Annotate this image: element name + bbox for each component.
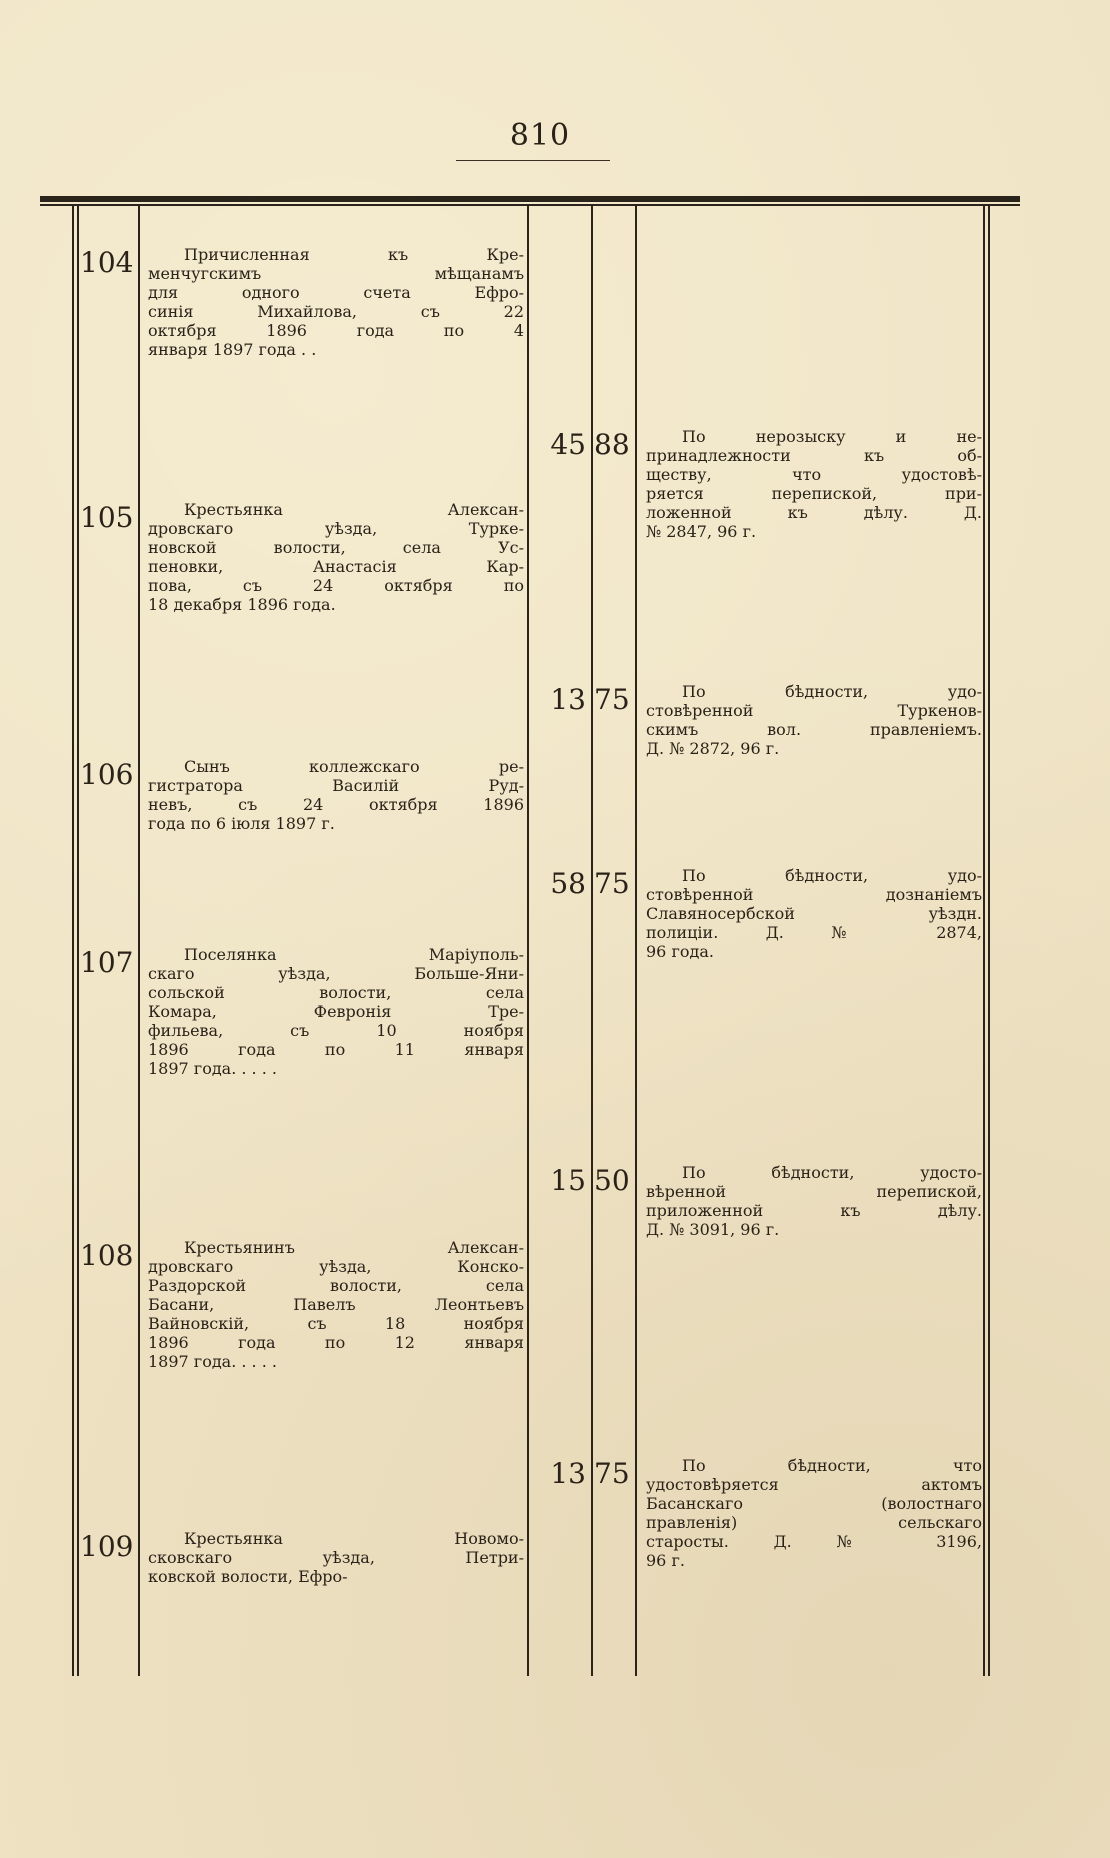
entry-number: 105: [80, 501, 134, 534]
page-number: 810: [509, 118, 571, 153]
entry-description: [148, 245, 524, 359]
description-line: Крестьянка Новомо-: [184, 1529, 524, 1548]
description-line: пеновки, Анастасія Кар-: [148, 557, 524, 576]
entry-reason: [646, 682, 982, 758]
entry-number: 108: [80, 1239, 134, 1272]
column-rule-right-outer: [988, 206, 990, 1676]
description-line: Крестьянинъ Алексан-: [184, 1238, 524, 1257]
description-line: Сынъ коллежскаго ре-: [184, 757, 524, 776]
description-line: октября 1896 года по 4: [148, 321, 524, 340]
description-line: Раздорской волости, села: [148, 1276, 524, 1295]
column-rule-kop: [635, 206, 637, 1676]
description-line: Вайновскій, съ 18 ноября: [148, 1314, 524, 1333]
page-number-rule: [456, 160, 610, 161]
column-rule-left-inner: [77, 206, 79, 1676]
description-line: гистратора Василій Руд-: [148, 776, 524, 795]
reason-line: По бѣдности, удо-: [682, 866, 982, 886]
description-line: Крестьянка Алексан-: [184, 500, 524, 519]
reason-line: По бѣдности, что: [682, 1456, 982, 1476]
amount-rubles: 13: [550, 683, 586, 716]
column-rule-desc: [527, 206, 529, 1676]
amount-kopecks: 75: [594, 867, 630, 901]
entry-description: [148, 945, 524, 1078]
reason-line: вѣренной перепиской,: [646, 1182, 982, 1202]
entry-number: 109: [80, 1530, 134, 1563]
entry-description: [148, 1238, 524, 1371]
description-line: пова, съ 24 октября по: [148, 576, 524, 595]
entry-reason: [646, 1163, 982, 1239]
description-line: менчугскимъ мѣщанамъ: [148, 264, 524, 283]
reason-line: № 2847, 96 г.: [646, 522, 757, 541]
amount-rubles: 13: [550, 1457, 586, 1491]
amount-kopecks: 75: [594, 1457, 630, 1491]
reason-line: Д. № 2872, 96 г.: [646, 739, 780, 758]
amount-rubles: 15: [550, 1164, 586, 1198]
reason-line: скимъ вол. правленіемъ.: [646, 720, 982, 739]
entry-description: [148, 757, 524, 833]
description-line: дровскаго уѣзда, Турке-: [148, 519, 524, 538]
entry-number: 107: [80, 946, 134, 979]
description-line: синія Михайлова, съ 22: [148, 302, 524, 321]
column-rule-right: [983, 206, 985, 1676]
reason-line: полиціи. Д. № 2874,: [646, 923, 982, 943]
reason-line: ряется перепиской, при-: [646, 484, 982, 503]
reason-line: старосты. Д. № 3196,: [646, 1532, 982, 1552]
reason-line: Славяносербской уѣздн.: [646, 904, 982, 924]
column-rule-rub: [591, 206, 593, 1676]
reason-line: Д. № 3091, 96 г.: [646, 1220, 780, 1240]
description-line: года по 6 іюля 1897 г.: [148, 814, 335, 833]
reason-line: стовѣренной Туркенов-: [646, 701, 982, 720]
reason-line: удостовѣряется актомъ: [646, 1475, 982, 1495]
reason-line: 96 года.: [646, 942, 714, 962]
description-line: новской волости, села Ус-: [148, 538, 524, 557]
reason-line: приложенной къ дѣлу.: [646, 1201, 982, 1221]
entry-number: 104: [80, 246, 134, 279]
description-line: 18 декабря 1896 года.: [148, 595, 336, 614]
description-line: Причисленная къ Кре-: [184, 245, 524, 264]
table-top-rule-thin: [40, 204, 1020, 206]
description-line: Поселянка Маріуполь-: [184, 945, 524, 964]
column-rule-number: [138, 206, 140, 1676]
entry-reason: [646, 1456, 982, 1570]
description-line: Комара, Февронія Тре-: [148, 1002, 524, 1021]
amount-rubles: 58: [550, 867, 586, 901]
reason-line: правленія) сельскаго: [646, 1513, 982, 1533]
reason-line: По бѣдности, удосто-: [682, 1163, 982, 1183]
description-line: 1897 года. . . . .: [148, 1352, 277, 1371]
amount-rubles: 45: [550, 428, 586, 461]
amount-kopecks: 88: [594, 428, 630, 461]
amount-kopecks: 50: [594, 1164, 630, 1198]
reason-line: ложенной къ дѣлу. Д.: [646, 503, 982, 522]
description-line: для одного счета Ефро-: [148, 283, 524, 302]
entry-reason: [646, 866, 982, 961]
description-line: фильева, съ 10 ноября: [148, 1021, 524, 1040]
entry-number: 106: [80, 758, 134, 791]
reason-line: По бѣдности, удо-: [682, 682, 982, 701]
amount-kopecks: 75: [594, 683, 630, 716]
description-line: сольской волости, села: [148, 983, 524, 1002]
description-line: 1896 года по 12 января: [148, 1333, 524, 1352]
description-line: 1896 года по 11 января: [148, 1040, 524, 1059]
description-line: сковскаго уѣзда, Петри-: [148, 1548, 524, 1567]
column-rule-left: [72, 206, 74, 1676]
description-line: дровскаго уѣзда, Конско-: [148, 1257, 524, 1276]
reason-line: 96 г.: [646, 1551, 685, 1571]
description-line: ковской волости, Ефро-: [148, 1567, 348, 1586]
reason-line: принадлежности къ об-: [646, 446, 982, 465]
entry-description: [148, 500, 524, 614]
description-line: скаго уѣзда, Больше-Яни-: [148, 964, 524, 983]
entry-description: [148, 1529, 524, 1586]
description-line: января 1897 года . .: [148, 340, 317, 359]
reason-line: стовѣренной дознаніемъ: [646, 885, 982, 905]
description-line: невъ, съ 24 октября 1896: [148, 795, 524, 814]
table-top-rule: [40, 196, 1020, 202]
description-line: 1897 года. . . . .: [148, 1059, 277, 1078]
entry-reason: [646, 427, 982, 541]
reason-line: По нерозыску и не-: [682, 427, 982, 446]
reason-line: ществу, что удостовѣ-: [646, 465, 982, 484]
description-line: Басани, Павелъ Леонтьевъ: [148, 1295, 524, 1314]
reason-line: Басанскаго (волостнаго: [646, 1494, 982, 1514]
